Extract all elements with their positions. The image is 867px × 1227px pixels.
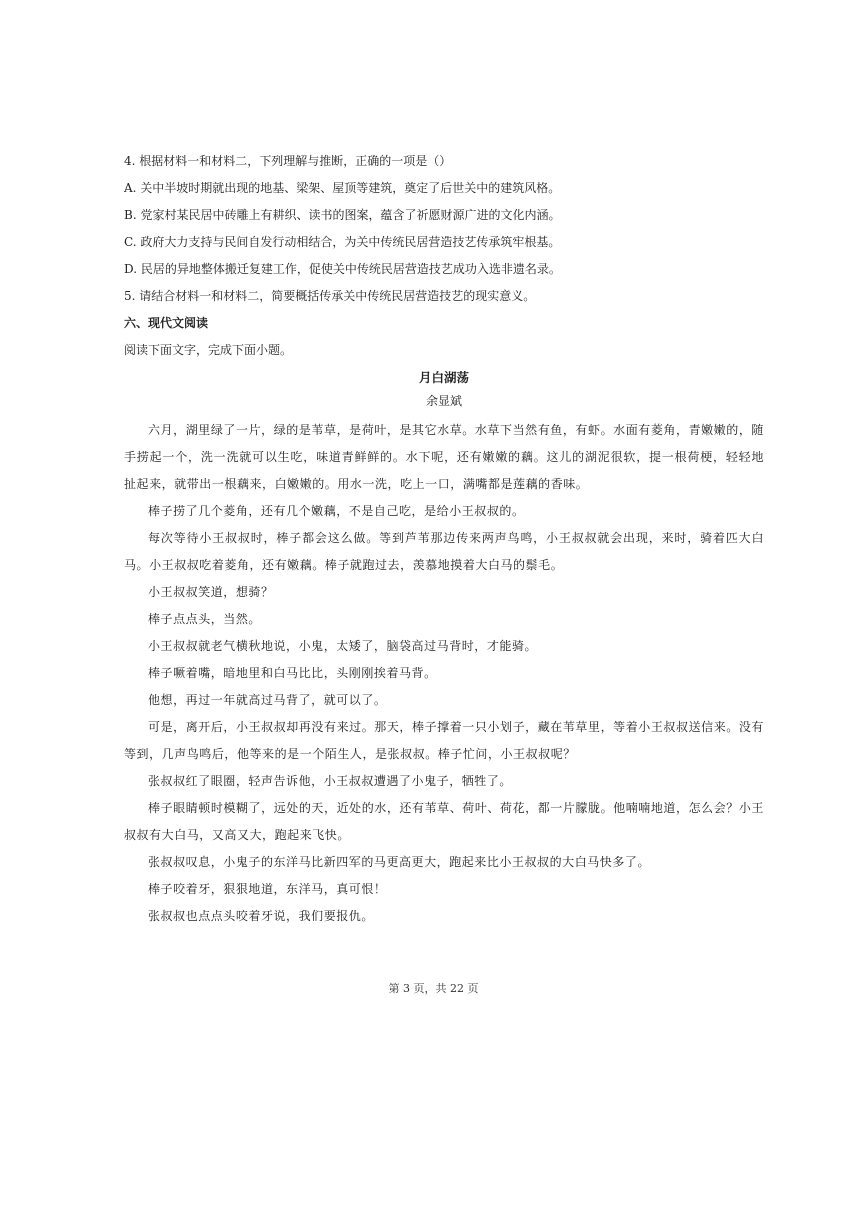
option-d: D. 民居的异地整体搬迁复建工作，促使关中传统民居营造技艺成功入选非遗名录。 (124, 262, 561, 276)
article-paragraph: 每次等待小王叔叔时，棒子都会这么做。等到芦苇那边传来两声鸟鸣，小王叔叔就会出现，来时，骑着匹大白马。小王叔叔吃着菱角，还有嫩藕。棒子就跑过去，羡慕地摸着大白马的鬃毛。 (124, 531, 764, 572)
article-paragraph: 棒子噘着嘴，暗地里和白马比比，头刚刚挨着马背。 (148, 666, 437, 680)
option-b: B. 党家村某民居中砖雕上有耕织、读书的图案，蕴含了祈愿财源广进的文化内涵。 (124, 208, 561, 222)
article-paragraph: 棒子咬着牙，狠狠地道，东洋马，真可恨！ (148, 882, 387, 896)
article-paragraph: 他想，再过一年就高过马背了，就可以了。 (148, 693, 387, 707)
article-paragraph: 棒子点点头，当然。 (148, 612, 261, 626)
article-paragraph: 张叔叔也点点头咬着牙说，我们要报仇。 (148, 909, 374, 923)
option-a: A. 关中半坡时期就出现的地基、梁架、屋顶等建筑，奠定了后世关中的建筑风格。 (124, 181, 561, 195)
article-paragraph: 张叔叔红了眼圈，轻声告诉他，小王叔叔遭遇了小鬼子，牺牲了。 (148, 774, 512, 788)
reading-instruction: 阅读下面文字，完成下面小题。 (124, 343, 293, 357)
article-paragraph: 棒子捞了几个菱角，还有几个嫩藕，不是自己吃，是给小王叔叔的。 (148, 504, 525, 518)
article-paragraph: 小王叔叔笑道，想骑？ (148, 585, 274, 599)
option-c: C. 政府大力支持与民间自发行动相结合，为关中传统民居营造技艺传承筑牢根基。 (124, 235, 561, 249)
section-title: 六、现代文阅读 (124, 316, 209, 330)
question-4: 4. 根据材料一和材料二，下列理解与推断，正确的一项是（） (124, 154, 452, 168)
article-paragraph: 小王叔叔就老气横秋地说，小鬼，太矮了，脑袋高过马背时，才能骑。 (148, 639, 538, 653)
article-paragraph: 张叔叔叹息，小鬼子的东洋马比新四军的马更高更大，跑起来比小王叔叔的大白马快多了。 (148, 855, 651, 869)
article-paragraph: 可是，离开后，小王叔叔却再没有来过。那天，棒子撑着一只小划子，藏在苇草里，等着小王叔叔送信来。没有等到，几声鸟鸣后，他等来的是一个陌生人，是张叔叔。棒子忙问，小王叔叔呢？ (124, 720, 764, 761)
question-block (124, 148, 764, 364)
article-author: 余显斌 (425, 394, 462, 408)
page-number: 第 3 页，共 22 页 (388, 982, 479, 995)
article-title: 月白湖荡 (418, 370, 469, 385)
question-5: 5. 请结合材料一和材料二，简要概括传承关中传统民居营造技艺的现实意义。 (124, 289, 536, 303)
article-body (124, 417, 764, 930)
article-paragraph: 六月，湖里绿了一片，绿的是苇草，是荷叶，是其它水草。水草下当然有鱼，有虾。水面有菱角，青嫩嫩的，随手捞起一个，洗一洗就可以生吃，味道青鲜鲜的。水下呢，还有嫩嫩的藕。这儿的湖泥很软，提一根荷梗，轻轻地扯起来，就带出一根藕来，白嫩嫩的。用水一洗，吃上一口，满嘴都是莲藕的香味。 (124, 423, 764, 491)
article-paragraph: 棒子眼睛顿时模糊了，远处的天，近处的水，还有苇草、荷叶、荷花，都一片朦胧。他喃喃地道，怎么会？小王叔叔有大白马，又高又大，跑起来飞快。 (124, 801, 764, 842)
